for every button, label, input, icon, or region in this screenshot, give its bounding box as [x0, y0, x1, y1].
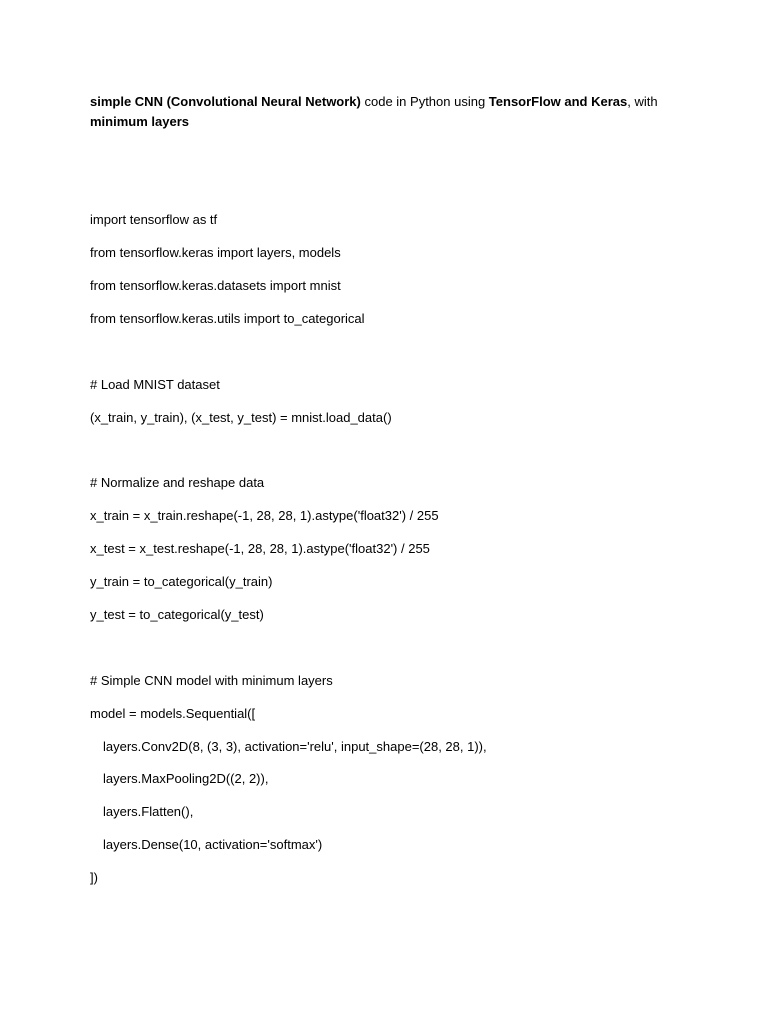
code-line-y-test: y_test = to_categorical(y_test) — [90, 607, 264, 622]
code-line-x-train: x_train = x_train.reshape(-1, 28, 28, 1).astype('float32') / 255 — [90, 508, 439, 523]
code-line-import-categorical: from tensorflow.keras.utils import to_categorical — [90, 311, 365, 326]
intro-text-2: , with — [627, 94, 658, 109]
code-line-import-tf: import tensorflow as tf — [90, 212, 218, 227]
code-line-load-data: (x_train, y_train), (x_test, y_test) = mnist.load_data() — [90, 410, 392, 425]
code-line-y-train: y_train = to_categorical(y_train) — [90, 574, 273, 589]
intro-paragraph — [90, 92, 690, 132]
code-comment-normalize: # Normalize and reshape data — [90, 475, 265, 490]
code-line-sequential: model = models.Sequential([ — [90, 706, 256, 721]
code-line-import-mnist: from tensorflow.keras.datasets import mnist — [90, 278, 341, 293]
code-line-flatten: layers.Flatten(), — [103, 804, 194, 819]
code-line-x-test: x_test = x_test.reshape(-1, 28, 28, 1).astype('float32') / 255 — [90, 541, 430, 556]
code-comment-load: # Load MNIST dataset — [90, 377, 220, 392]
code-line-close: ]) — [90, 870, 98, 885]
intro-bold-cnn: simple CNN (Convolutional Neural Network) — [90, 94, 361, 109]
code-line-conv2d: layers.Conv2D(8, (3, 3), activation='relu', input_shape=(28, 28, 1)), — [103, 739, 487, 754]
intro-bold-tf-keras: TensorFlow and Keras — [488, 94, 628, 109]
intro-text-1: code in Python using — [360, 94, 489, 109]
code-line-dense: layers.Dense(10, activation='softmax') — [103, 837, 323, 852]
code-line-maxpool: layers.MaxPooling2D((2, 2)), — [103, 771, 269, 786]
intro-bold-min-layers: minimum layers — [90, 114, 189, 129]
code-comment-model: # Simple CNN model with minimum layers — [90, 673, 333, 688]
code-line-import-layers: from tensorflow.keras import layers, models — [90, 245, 341, 260]
